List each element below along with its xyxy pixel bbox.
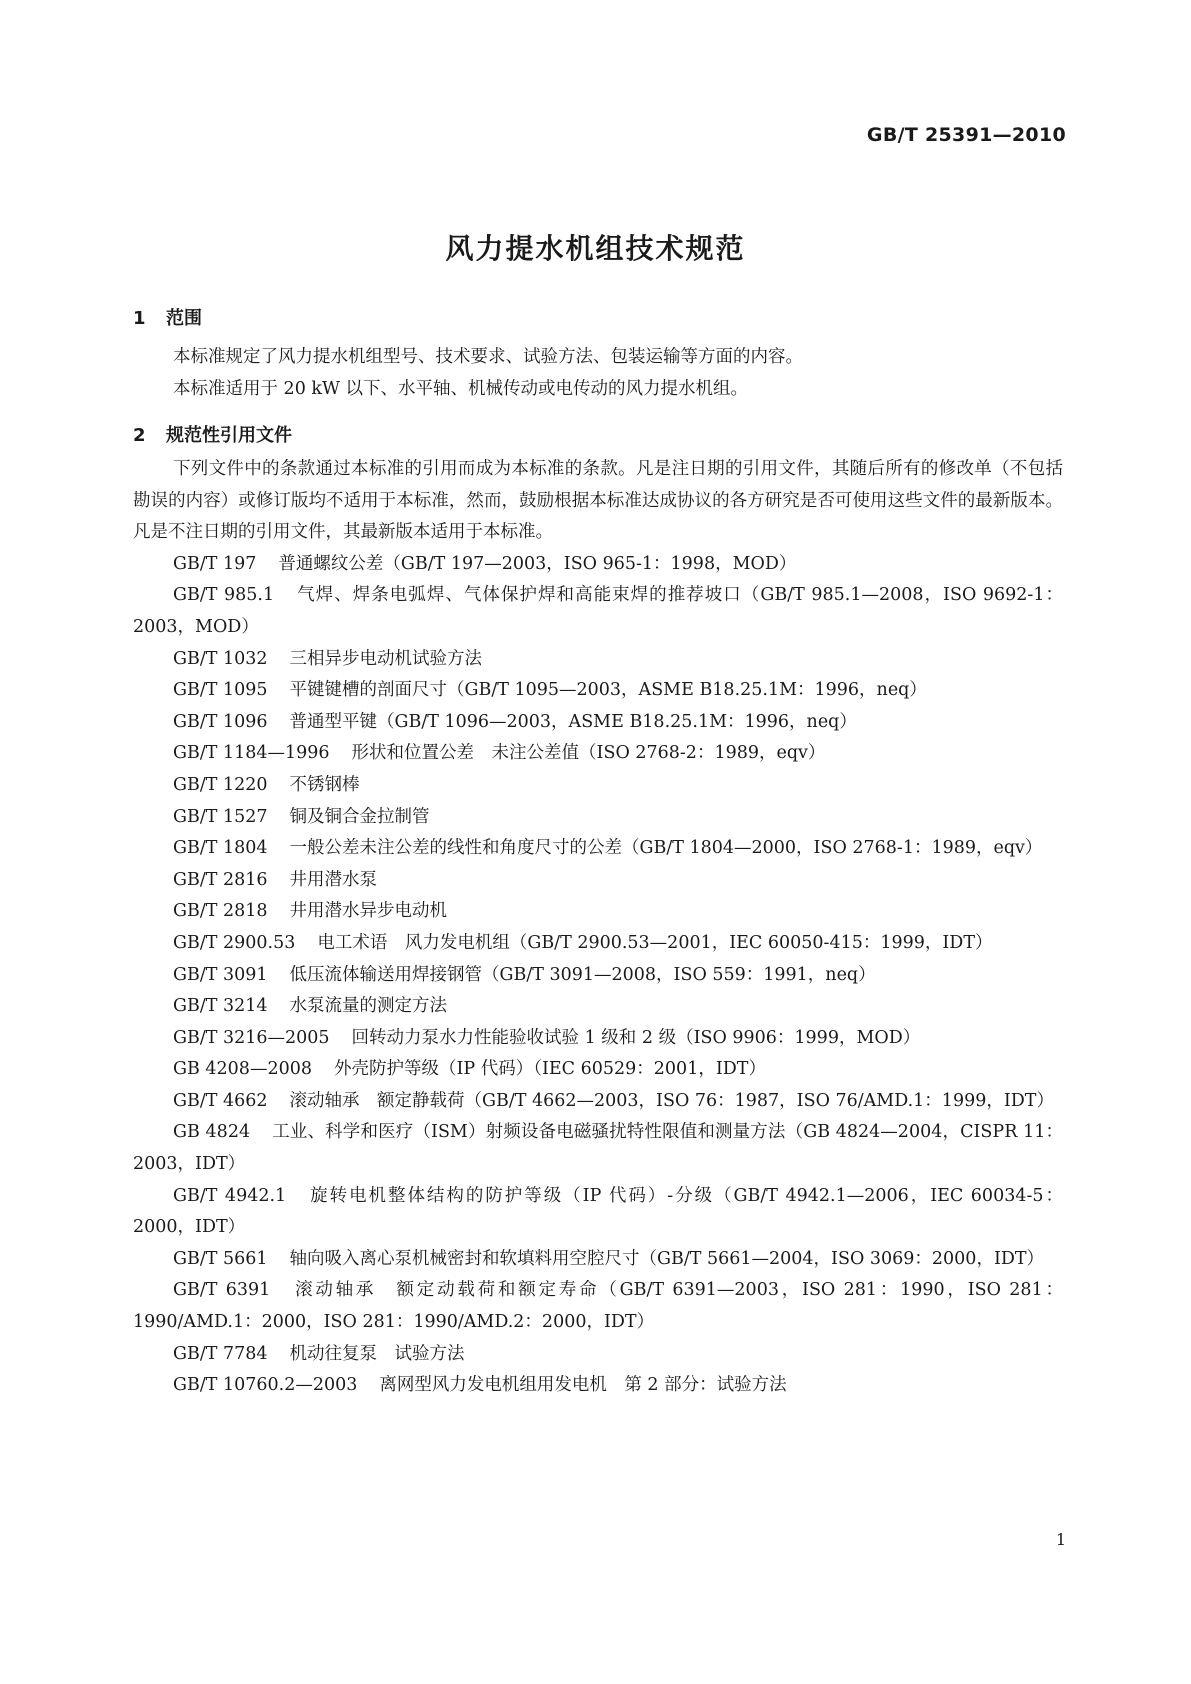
reference-code: GB/T 985.1	[173, 585, 275, 606]
reference-code: GB/T 5661	[173, 1248, 268, 1269]
section-1-body	[133, 342, 1063, 405]
reference-code: GB 4824	[173, 1122, 251, 1143]
reference-item	[133, 549, 1063, 581]
reference-item	[133, 1086, 1063, 1118]
reference-item	[133, 1054, 1063, 1086]
reference-title: 铜及铜合金拉制管	[289, 806, 430, 827]
reference-code: GB/T 3216—2005	[173, 1027, 330, 1048]
reference-code: GB/T 2900.53	[173, 932, 296, 953]
reference-code: GB/T 1032	[173, 648, 268, 669]
reference-item	[133, 580, 1063, 643]
reference-title: 不锈钢棒	[289, 774, 360, 795]
reference-item	[133, 928, 1063, 960]
reference-item	[133, 738, 1063, 770]
reference-item	[133, 770, 1063, 802]
reference-item	[133, 1275, 1063, 1338]
reference-code: GB/T 1527	[173, 806, 268, 827]
section-number: 1	[133, 308, 146, 329]
reference-title: 低压流体输送用焊接钢管（GB/T 3091—2008，ISO 559：1991，neq）	[289, 964, 876, 985]
reference-item	[133, 644, 1063, 676]
reference-title: 一般公差未注公差的线性和角度尺寸的公差（GB/T 1804—2000，ISO 2768-1：1989，eqv）	[289, 838, 1043, 859]
paragraph: 本标准规定了风力提水机组型号、技术要求、试验方法、包装运输等方面的内容。	[173, 347, 803, 367]
reference-item	[133, 802, 1063, 834]
reference-title: 工业、科学和医疗（ISM）射频设备电磁骚扰特性限值和测量方法（GB 4824—2004，CISPR 11：2003，IDT）	[133, 1122, 1063, 1175]
reference-title: 旋转电机整体结构的防护等级（IP 代码）-分级（GB/T 4942.1—2006，IEC 60034-5：2000，IDT）	[133, 1185, 1063, 1238]
reference-item	[133, 1339, 1063, 1371]
reference-item	[133, 1181, 1063, 1244]
reference-item	[133, 865, 1063, 897]
standard-number: GB/T 25391—2010	[866, 124, 1066, 146]
reference-code: GB/T 2818	[173, 901, 268, 922]
document-title: 风力提水机组技术规范	[445, 232, 746, 265]
paragraph: 本标准适用于 20 kW 以下、水平轴、机械传动或电传动的风力提水机组。	[173, 378, 749, 399]
reference-code: GB/T 1095	[173, 680, 268, 701]
reference-item	[133, 1023, 1063, 1055]
reference-item	[133, 675, 1063, 707]
reference-code: GB/T 1184—1996	[173, 743, 330, 764]
reference-code: GB/T 7784	[173, 1343, 268, 1364]
reference-item	[133, 1244, 1063, 1276]
reference-title: 平键键槽的剖面尺寸（GB/T 1095—2003，ASME B18.25.1M：1996，neq）	[289, 680, 927, 701]
reference-title: 机动往复泵 试验方法	[289, 1343, 465, 1364]
reference-code: GB/T 4942.1	[173, 1185, 287, 1206]
intro-paragraph: 下列文件中的条款通过本标准的引用而成为本标准的条款。凡是注日期的引用文件，其随后所有的修改单（不包括勘误的内容）或修订版均不适用于本标准，然而，鼓励根据本标准达成协议的各方研究是否可使用这些文件的最新版本。凡是不注日期的引用文件，其最新版本适用于本标准。	[133, 459, 1063, 543]
section-1-heading	[133, 304, 202, 330]
page-number: 1	[1055, 1530, 1066, 1549]
reference-code: GB/T 4662	[173, 1090, 268, 1111]
reference-item	[133, 833, 1063, 865]
reference-title: 气焊、焊条电弧焊、气体保护焊和高能束焊的推荐坡口（GB/T 985.1—2008，ISO 9692-1：2003，MOD）	[133, 585, 1064, 637]
reference-list	[133, 549, 1063, 1402]
reference-title: 井用潜水异步电动机	[289, 901, 448, 922]
reference-item	[133, 896, 1063, 928]
reference-item	[133, 1117, 1063, 1180]
reference-code: GB/T 2816	[173, 869, 268, 890]
section-number: 2	[133, 425, 146, 446]
reference-title: 普通型平键（GB/T 1096—2003，ASME B18.25.1M：1996，neq）	[289, 711, 857, 732]
reference-title: 回转动力泵水力性能验收试验 1 级和 2 级（ISO 9906：1999，MOD）	[351, 1027, 921, 1048]
section-title: 范围	[166, 308, 202, 329]
reference-code: GB/T 1804	[173, 838, 268, 859]
reference-title: 滚动轴承 额定静载荷（GB/T 4662—2003，ISO 76：1987，ISO 76/AMD.1：1999，IDT）	[289, 1090, 1054, 1111]
section-title: 规范性引用文件	[166, 425, 292, 446]
reference-code: GB/T 3091	[173, 964, 268, 985]
section-2-heading	[133, 421, 292, 447]
reference-code: GB/T 3214	[173, 996, 268, 1017]
reference-title: 井用潜水泵	[289, 869, 378, 890]
reference-title: 水泵流量的测定方法	[289, 996, 448, 1017]
reference-title: 电工术语 风力发电机组（GB/T 2900.53—2001，IEC 60050-415：1999，IDT）	[317, 932, 993, 953]
reference-title: 轴向吸入离心泵机械密封和软填料用空腔尺寸（GB/T 5661—2004，ISO 3069：2000，IDT）	[289, 1248, 1045, 1269]
reference-title: 外壳防护等级（IP 代码）（IEC 60529：2001，IDT）	[333, 1059, 766, 1080]
reference-code: GB/T 1220	[173, 774, 268, 795]
reference-code: GB/T 10760.2—2003	[173, 1375, 358, 1396]
reference-title: 形状和位置公差 未注公差值（ISO 2768-2：1989，eqv）	[351, 743, 826, 764]
reference-code: GB 4208—2008	[173, 1059, 312, 1080]
reference-item	[133, 707, 1063, 739]
section-2-body	[133, 454, 1063, 1402]
reference-title: 滚动轴承 额定动载荷和额定寿命（GB/T 6391—2003，ISO 281：1990，ISO 281：1990/AMD.1：2000，ISO 281：1990/AMD.2：2000，IDT）	[133, 1280, 1063, 1333]
reference-title: 三相异步电动机试验方法	[289, 648, 483, 669]
reference-item	[133, 991, 1063, 1023]
reference-code: GB/T 1096	[173, 711, 268, 732]
reference-code: GB/T 197	[173, 553, 257, 574]
reference-title: 普通螺纹公差（GB/T 197—2003，ISO 965-1：1998，MOD）	[278, 553, 797, 574]
reference-title: 离网型风力发电机组用发电机 第 2 部分：试验方法	[379, 1375, 787, 1396]
reference-code: GB/T 6391	[173, 1280, 271, 1301]
reference-item	[133, 960, 1063, 992]
reference-item	[133, 1370, 1063, 1402]
